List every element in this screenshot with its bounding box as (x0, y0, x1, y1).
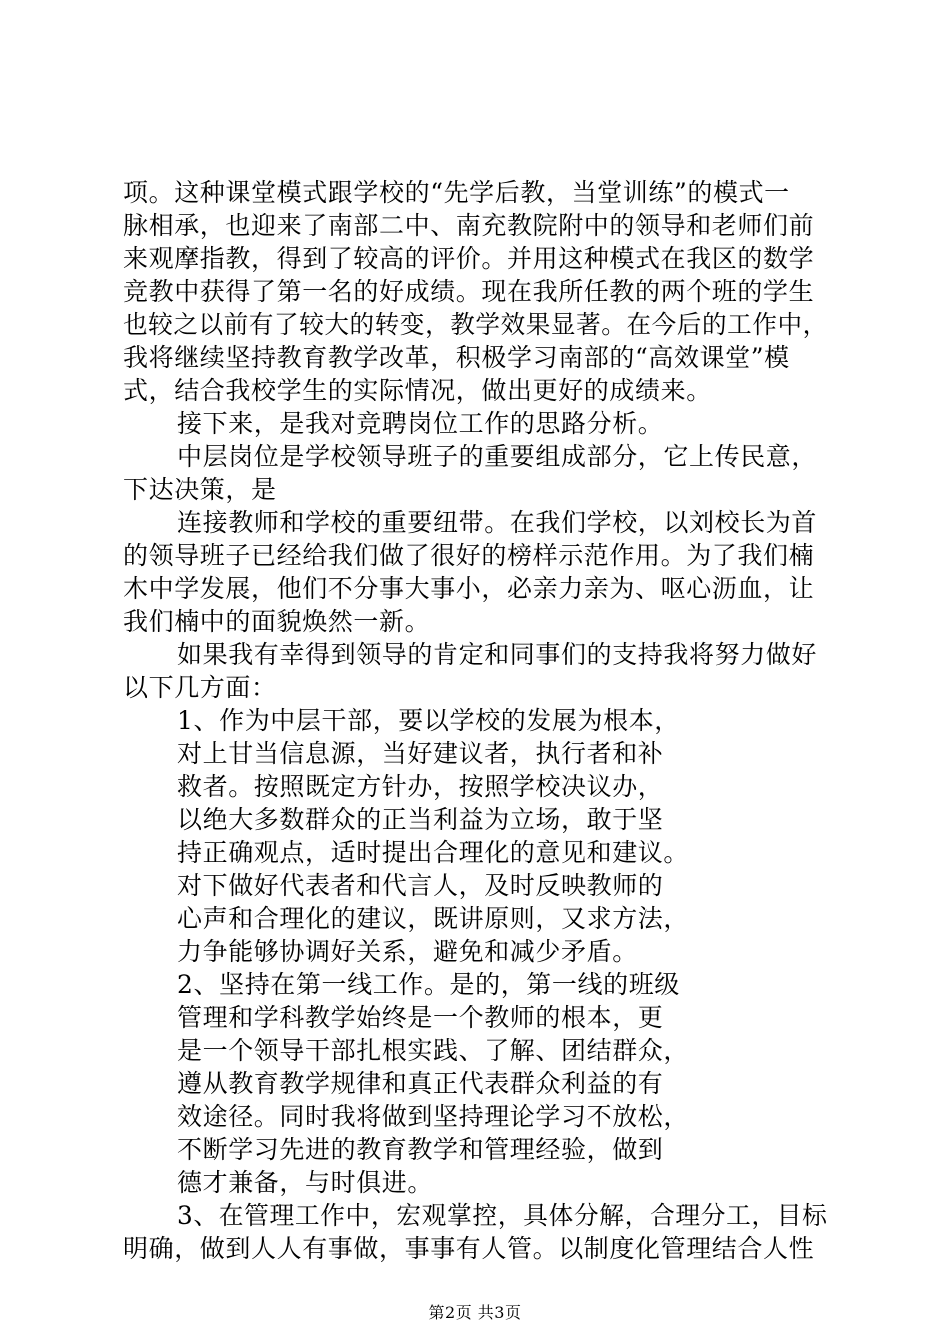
text-line: 对下做好代表者和代言人，及时反映教师的 (177, 871, 664, 900)
text-line: 式，结合我校学生的实际情况，做出更好的成绩来。 (123, 376, 712, 405)
text-line: 木中学发展，他们不分事大事小，必亲力亲为、呕心沥血，让 (123, 574, 815, 603)
text-line: 中层岗位是学校领导班子的重要组成部分，它上传民意， (177, 442, 818, 471)
text-line: 我将继续坚持教育教学改革，积极学习南部的“高效课堂”模 (123, 343, 790, 372)
text-line: 对上甘当信息源，当好建议者，执行者和补 (177, 739, 664, 768)
text-line: 持正确观点，适时提出合理化的意见和建议。 (177, 838, 690, 867)
text-line: 1、作为中层干部，要以学校的发展为根本， (177, 706, 680, 735)
text-line: 下达决策，是 (123, 475, 277, 504)
page-footer: 第2页 共3页 (428, 1303, 522, 1322)
text-line: 救者。按照既定方针办，按照学校决议办， (177, 772, 664, 801)
text-line: 接下来，是我对竞聘岗位工作的思路分析。 (177, 409, 664, 438)
text-line: 如果我有幸得到领导的肯定和同事们的支持我将努力做好 (177, 640, 818, 669)
text-line: 管理和学科教学始终是一个教师的根本，更 (177, 1003, 664, 1032)
text-line: 项。这种课堂模式跟学校的“先学后教，当堂训练”的模式一 (123, 178, 790, 207)
text-line: 明确，做到人人有事做，事事有人管。以制度化管理结合人性 (123, 1234, 815, 1263)
text-line: 力争能够协调好关系，避免和减少矛盾。 (177, 937, 638, 966)
text-line: 以下几方面： (123, 673, 277, 702)
text-line: 竞教中获得了第一名的好成绩。现在我所任教的两个班的学生 (123, 277, 815, 306)
text-line: 3、在管理工作中，宏观掌控，具体分解，合理分工，目标 (177, 1201, 828, 1230)
text-line: 效途径。同时我将做到坚持理论学习不放松， (177, 1102, 690, 1131)
text-line: 来观摩指教，得到了较高的评价。并用这种模式在我区的数学 (123, 244, 815, 273)
text-line: 脉相承，也迎来了南部二中、南充教院附中的领导和老师们前 (123, 211, 815, 240)
text-line: 不断学习先进的教育教学和管理经验，做到 (177, 1135, 664, 1164)
text-line: 以绝大多数群众的正当利益为立场，敢于坚 (177, 805, 664, 834)
text-line: 也较之以前有了较大的转变，教学效果显著。在今后的工作中， (123, 310, 828, 339)
text-line: 遵从教育教学规律和真正代表群众利益的有 (177, 1069, 664, 1098)
text-line: 我们楠中的面貌焕然一新。 (123, 607, 431, 636)
text-line: 德才兼备，与时俱进。 (177, 1168, 434, 1197)
text-line: 2、坚持在第一线工作。是的，第一线的班级 (177, 970, 680, 999)
text-line: 连接教师和学校的重要纽带。在我们学校，以刘校长为首 (177, 508, 818, 537)
text-line: 的领导班子已经给我们做了很好的榜样示范作用。为了我们楠 (123, 541, 815, 570)
text-line: 是一个领导干部扎根实践、了解、团结群众， (177, 1036, 690, 1065)
text-line: 心声和合理化的建议，既讲原则，又求方法， (177, 904, 690, 933)
